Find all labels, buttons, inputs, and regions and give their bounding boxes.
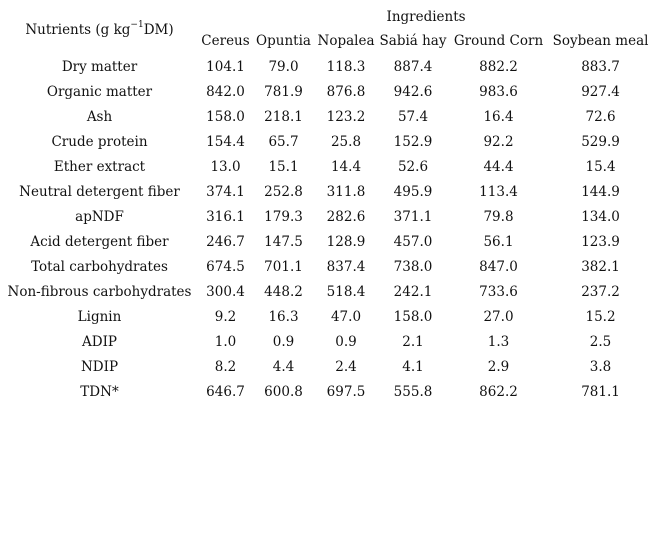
table-cell: 4.4 xyxy=(272,359,295,375)
row-label: Organic matter xyxy=(46,84,153,100)
table-cell: 57.4 xyxy=(397,109,429,125)
row-label: Ether extract xyxy=(53,159,146,175)
table-cell: 518.4 xyxy=(326,284,366,300)
table-row xyxy=(0,330,653,355)
nutrients-header-superscript: −1 xyxy=(130,19,144,30)
table-cell: 154.4 xyxy=(206,134,245,150)
row-label: Dry matter xyxy=(61,59,138,75)
table-cell: 79.0 xyxy=(268,59,299,75)
table-cell: 104.1 xyxy=(206,59,245,75)
table-cell: 252.8 xyxy=(264,184,303,200)
table-cell: 44.4 xyxy=(483,159,514,175)
table-cell: 927.4 xyxy=(581,84,620,100)
table-cell: 781.1 xyxy=(581,384,620,400)
table-row xyxy=(0,130,653,155)
table-cell: 311.8 xyxy=(326,184,366,200)
table-cell: 646.7 xyxy=(206,384,245,400)
row-label: Crude protein xyxy=(51,134,148,150)
table-cell: 47.0 xyxy=(330,309,362,325)
row-label: apNDF xyxy=(75,209,124,225)
table-cell: 113.4 xyxy=(479,184,518,200)
table-cell: 15.2 xyxy=(585,309,616,325)
nutrients-column-header xyxy=(0,6,199,55)
table-cell: 56.1 xyxy=(483,234,514,250)
table-cell: 158.0 xyxy=(206,109,245,125)
table-cell: 733.6 xyxy=(479,284,518,300)
table-cell: 983.6 xyxy=(479,84,518,100)
table-cell: 0.9 xyxy=(272,334,295,350)
table-cell: 158.0 xyxy=(393,309,433,325)
table-cell: 179.3 xyxy=(264,209,303,225)
table-cell: 15.1 xyxy=(268,159,299,175)
table-cell: 876.8 xyxy=(326,84,366,100)
table-row xyxy=(0,180,653,205)
table-cell: 883.7 xyxy=(581,59,620,75)
table-cell: 2.1 xyxy=(402,334,424,350)
table-row xyxy=(0,55,653,80)
table-row xyxy=(0,305,653,330)
table-cell: 2.5 xyxy=(589,334,612,350)
table-cell: 837.4 xyxy=(326,259,366,275)
column-header-sabia-hay: Sabiá hay xyxy=(379,33,447,49)
table-row xyxy=(0,280,653,305)
nutrients-header-suffix: DM) xyxy=(143,22,174,38)
row-label: Non-fibrous carbohydrates xyxy=(7,284,192,300)
table-cell: 16.3 xyxy=(268,309,299,325)
table-cell: 242.1 xyxy=(393,284,433,300)
table-header xyxy=(0,6,653,55)
table-row xyxy=(0,380,653,405)
table-cell: 862.2 xyxy=(479,384,518,400)
table-cell: 16.4 xyxy=(483,109,514,125)
table-cell: 847.0 xyxy=(479,259,518,275)
row-label: Neutral detergent fiber xyxy=(19,184,180,200)
row-label: Total carbohydrates xyxy=(31,259,168,275)
header-row-group xyxy=(0,6,653,28)
table-cell: 52.6 xyxy=(397,159,429,175)
table-row xyxy=(0,80,653,105)
table-cell: 128.9 xyxy=(326,234,366,250)
table-cell: 27.0 xyxy=(483,309,514,325)
table-cell: 887.4 xyxy=(393,59,433,75)
table-cell: 529.9 xyxy=(581,134,620,150)
column-header-nopalea: Nopalea xyxy=(317,33,375,49)
table-cell: 123.9 xyxy=(581,234,620,250)
table-cell: 457.0 xyxy=(393,234,433,250)
table-cell: 842.0 xyxy=(206,84,245,100)
table-cell: 144.9 xyxy=(581,184,620,200)
table-cell: 72.6 xyxy=(585,109,616,125)
table-row xyxy=(0,205,653,230)
table-cell: 15.4 xyxy=(585,159,616,175)
table-cell: 600.8 xyxy=(264,384,303,400)
table-cell: 123.2 xyxy=(326,109,366,125)
table-cell: 65.7 xyxy=(268,134,299,150)
column-header-opuntia: Opuntia xyxy=(256,33,311,49)
table-cell: 701.1 xyxy=(264,259,303,275)
table-cell: 2.9 xyxy=(487,359,510,375)
table-cell: 134.0 xyxy=(581,209,620,225)
ingredients-group-header: Ingredients xyxy=(386,9,466,25)
table-cell: 218.1 xyxy=(264,109,303,125)
row-label: Ash xyxy=(86,109,113,125)
table-cell: 371.1 xyxy=(393,209,433,225)
table-body xyxy=(0,55,653,405)
table-cell: 738.0 xyxy=(393,259,433,275)
column-header-ground-corn: Ground Corn xyxy=(453,33,544,49)
table-cell: 79.8 xyxy=(483,209,514,225)
table-cell: 147.5 xyxy=(264,234,303,250)
table-row xyxy=(0,355,653,380)
table-cell: 9.2 xyxy=(214,309,237,325)
table-cell: 882.2 xyxy=(479,59,518,75)
row-label: ADIP xyxy=(82,334,117,350)
table-cell: 8.2 xyxy=(214,359,237,375)
table-cell: 1.3 xyxy=(487,334,510,350)
row-label: NDIP xyxy=(80,359,119,375)
table-row xyxy=(0,155,653,180)
row-label: Acid detergent fiber xyxy=(30,234,169,250)
row-label: Lignin xyxy=(77,309,122,325)
table-row xyxy=(0,255,653,280)
table-cell: 942.6 xyxy=(393,84,433,100)
table-cell: 1.0 xyxy=(214,334,237,350)
table-cell: 674.5 xyxy=(206,259,245,275)
table-cell: 92.2 xyxy=(483,134,514,150)
table-cell: 237.2 xyxy=(581,284,620,300)
table-cell: 781.9 xyxy=(264,84,303,100)
table-cell: 4.1 xyxy=(402,359,424,375)
table-cell: 2.4 xyxy=(335,359,357,375)
table-row xyxy=(0,230,653,255)
row-label: TDN* xyxy=(80,384,119,400)
table-cell: 14.4 xyxy=(330,159,362,175)
table-cell: 374.1 xyxy=(206,184,245,200)
table-cell: 3.8 xyxy=(589,359,612,375)
table-cell: 282.6 xyxy=(326,209,366,225)
table-row xyxy=(0,105,653,130)
table-cell: 448.2 xyxy=(264,284,303,300)
nutrients-header-prefix: Nutrients (g kg xyxy=(25,22,131,38)
table-cell: 25.8 xyxy=(330,134,362,150)
table-cell: 246.7 xyxy=(206,234,245,250)
table-cell: 382.1 xyxy=(581,259,620,275)
table-cell: 697.5 xyxy=(326,384,366,400)
table-cell: 555.8 xyxy=(393,384,433,400)
table-cell: 300.4 xyxy=(206,284,245,300)
table-cell: 118.3 xyxy=(326,59,366,75)
nutrient-table-container xyxy=(0,6,653,405)
nutrient-composition-table xyxy=(0,6,653,405)
column-header-cereus: Cereus xyxy=(201,33,250,49)
table-cell: 495.9 xyxy=(393,184,433,200)
table-cell: 316.1 xyxy=(206,209,245,225)
table-cell: 0.9 xyxy=(335,334,357,350)
table-cell: 13.0 xyxy=(210,159,241,175)
table-cell: 152.9 xyxy=(393,134,433,150)
column-header-soybean-meal: Soybean meal xyxy=(552,33,649,49)
